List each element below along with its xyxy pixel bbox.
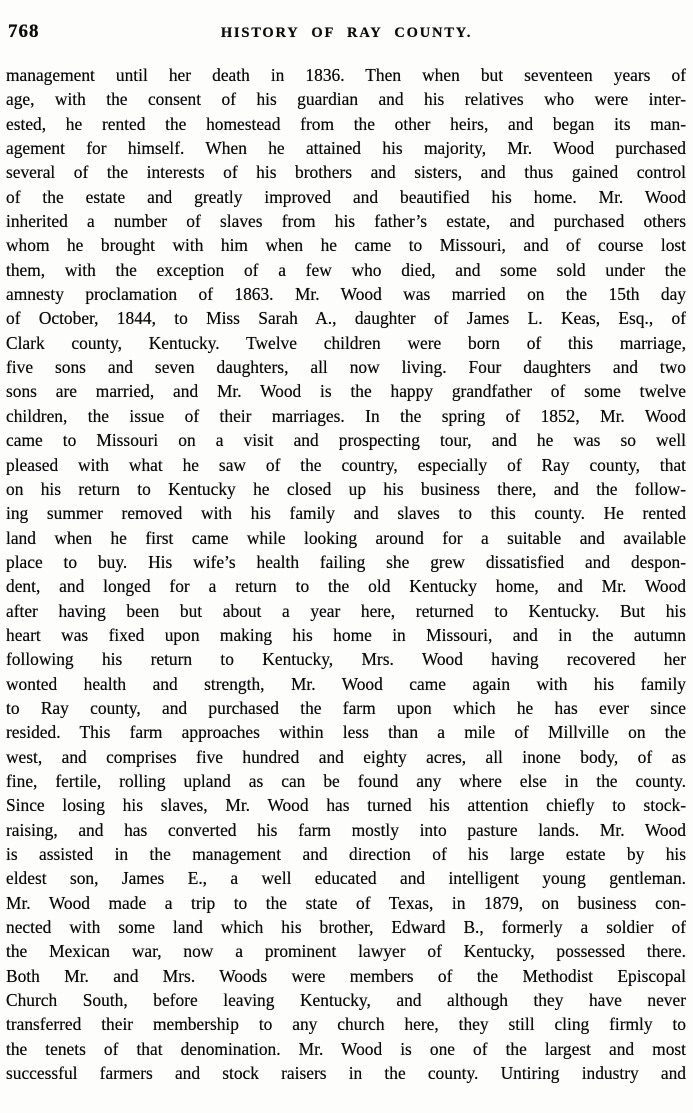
text-line: nected with some land which his brother, Edward B., formerly a soldier of [6,917,686,938]
text-line: fine, fertile, rolling upland as can be found any where else in the county. [6,770,686,791]
text-line: wonted health and strength, Mr. Wood came again with his family [6,673,686,694]
text-line: resided. This farm approaches within less than a mile of Millville on the [6,722,686,743]
text-line: them, with the exception of a few who died, and some sold under the [6,259,686,280]
text-line: pleased with what he saw of the country, especially of Ray county, that [6,454,686,475]
page-number: 768 [8,21,40,42]
running-title: HISTORY OF RAY COUNTY. [220,25,473,41]
text-line: west, and comprises five hundred and eighty acres, all inone body, of as [6,746,686,767]
text-line: of the estate and greatly improved and beautified his home. Mr. Wood [6,186,686,207]
text-line: successful farmers and stock raisers in the county. Untiring industry and [6,1063,686,1084]
text-line: following his return to Kentucky, Mrs. Wood having recovered her [6,649,686,670]
text-line: came to Missouri on a visit and prospecting tour, and he was so well [6,430,686,451]
text-line: children, the issue of their marriages. In the spring of 1852, Mr. Wood [6,405,686,426]
text-line: inherited a number of slaves from his father’s estate, and purchased others [6,211,686,232]
page-header [0,0,693,46]
text-line: whom he brought with him when he came to Missouri, and of course lost [6,235,686,256]
text-line: raising, and has converted his farm mostly into pasture lands. Mr. Wood [6,819,686,840]
text-line: Church South, before leaving Kentucky, and although they have never [6,990,686,1011]
text-line: of October, 1844, to Miss Sarah A., daughter of James L. Keas, Esq., of [6,308,686,329]
text-line: Since losing his slaves, Mr. Wood has turned his attention chiefly to stock- [6,795,686,816]
text-line: Both Mr. and Mrs. Woods were members of the Methodist Episcopal [6,965,686,986]
text-line: place to buy. His wife’s health failing she grew dissatisfied and despon- [6,551,686,572]
text-line: to Ray county, and purchased the farm upon which he has ever since [6,697,686,718]
text-line: five sons and seven daughters, all now living. Four daughters and two [6,357,686,378]
text-line: heart was fixed upon making his home in Missouri, and in the autumn [6,624,686,645]
text-line: is assisted in the management and direction of his large estate by his [6,844,686,864]
text-line: eldest son, James E., a well educated and intelligent young gentleman. [6,868,686,889]
text-line: amnesty proclamation of 1863. Mr. Wood was married on the 15th day [6,284,686,305]
text-line: the Mexican war, now a prominent lawyer of Kentucky, possessed there. [6,941,686,962]
text-line: age, with the consent of his guardian and his relatives who were inter- [6,89,686,110]
text-line: agement for himself. When he attained his majority, Mr. Wood purchased [6,138,686,159]
text-line: ing summer removed with his family and slaves to this county. He rented [6,503,686,524]
text-line: Mr. Wood made a trip to the state of Texas, in 1879, on business con- [6,892,686,913]
text-line: several of the interests of his brothers and sisters, and thus gained control [6,162,686,183]
page-body [0,63,693,1085]
text-line: sons are married, and Mr. Wood is the happy grandfather of some twelve [6,381,686,402]
text-line: transferred their membership to any church here, they still cling firmly to [6,1014,686,1035]
text-line: the tenets of that denomination. Mr. Wood is one of the largest and most [6,1038,686,1059]
text-line: on his return to Kentucky he closed up his business there, and the follow- [6,478,686,499]
text-line: after having been but about a year here, returned to Kentucky. But his [6,600,686,621]
text-line: ested, he rented the homestead from the other heirs, and began its man- [6,113,686,134]
text-line: management until her death in 1836. Then when but seventeen years of [6,65,686,85]
text-line: Clark county, Kentucky. Twelve children were born of this marriage, [6,332,686,353]
text-line: dent, and longed for a return to the old Kentucky home, and Mr. Wood [6,576,686,597]
text-line: land when he first came while looking around for a suitable and available [6,527,686,548]
